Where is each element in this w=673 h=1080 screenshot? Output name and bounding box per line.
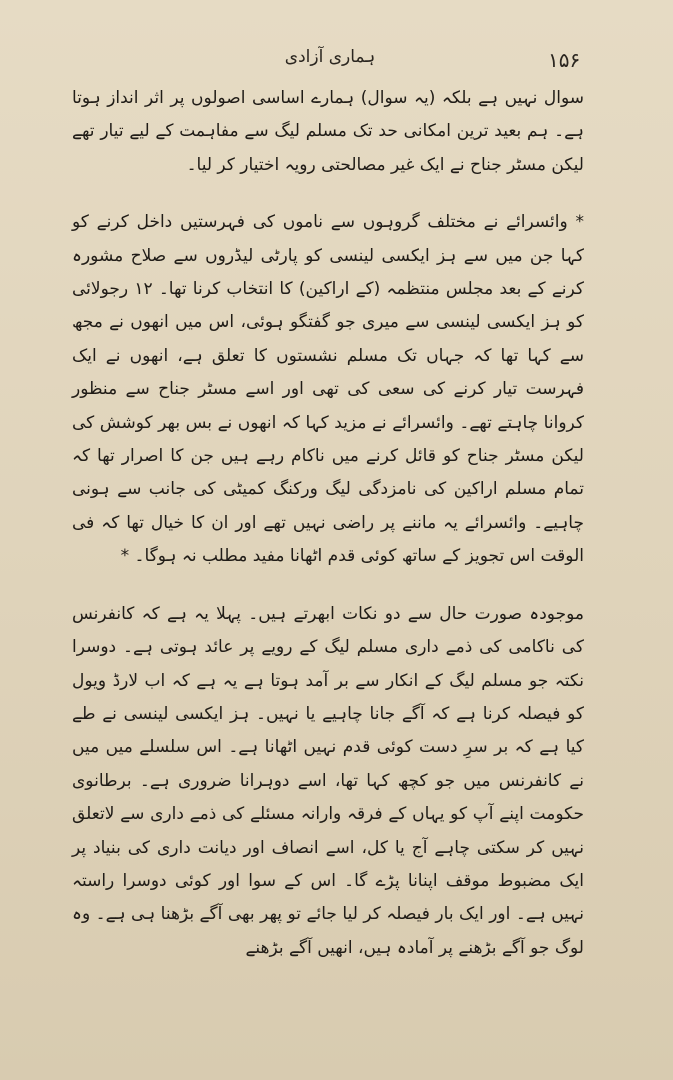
page-header [0,44,673,74]
paragraph-gap [72,182,584,206]
body-text [72,82,584,965]
paragraph-2: * وائسرائے نے مختلف گروہوں سے ناموں کی فہرستیں داخل کرنے کو کہا جن میں سے ہز ایکسی لینسی کو پارٹی لیڈروں سے صلاح مشورہ کرنے کے بعد مجلس منتظمہ (کے اراکین) کا انتخاب کرنا تھا۔ ۱۲ رجولائی کو ہز ایکسی لینسی سے میری جو گفتگو ہوئی، اس میں انھوں نے مجھ سے کہا تھا کہ جہاں تک مسلم نشستوں کا تعلق ہے، انھوں نے ایک فہرست تیار کرنے کی سعی کی تھی اور اسے مسٹر جناح سے منظور کروانا چاہتے تھے۔ وائسرائے نے مزید کہا کہ انھوں نے بس بھر کوشش کی لیکن مسٹر جناح کو قائل کرنے میں ناکام رہے ہیں جن کا اصرار تھا کہ تمام مسلم اراکین کی نامزدگی لیگ ورکنگ کمیٹی کی جانب سے ہونی چاہیے۔ وائسرائے یہ ماننے پر راضی نہیں تھے اور ان کا خیال تھا کہ فی الوقت اس تجویز کے ساتھ کوئی قدم اٹھانا مفید مطلب نہ ہوگا۔ * [72,212,584,567]
running-title: ہماری آزادی [284,47,376,67]
page-number: ۱۵۶ [548,48,581,72]
paragraph-gap [72,574,584,598]
paragraph-3: موجودہ صورت حال سے دو نکات ابھرتے ہیں۔ پہلا یہ ہے کہ کانفرنس کی ناکامی کی ذمے داری مسلم لیگ کے رویے پر عائد ہوتی ہے۔ دوسرا نکتہ جو مسلم لیگ کے انکار سے بر آمد ہوتا ہے یہ ہے کہ اب لارڈ ویول کو فیصلہ کرنا ہے کہ آگے جانا چاہیے یا نہیں۔ ہز ایکسی لینسی نے طے کیا ہے کہ بر سرِ دست کوئی قدم نہیں اٹھانا ہے۔ اس سلسلے میں میں نے کانفرنس میں جو کچھ کہا تھا، اسے دوہرانا ضروری ہے۔ برطانوی حکومت اپنے آپ کو یہاں کے فرقہ وارانہ مسئلے کی ذمے داری سے لاتعلق نہیں کر سکتی چاہے آج یا کل، اسے انصاف اور دیانت داری کی بنیاد پر ایک مضبوط موقف اپنانا پڑے گا۔ اس کے سوا اور کوئی دوسرا راستہ نہیں ہے۔ اور ایک بار فیصلہ کر لیا جائے تو پھر بھی آگے بڑھنا ہی ہے۔ وہ لوگ جو آگے بڑھنے پر آمادہ ہیں، انھیں آگے بڑھنے [72,603,584,958]
paragraph-1: سوال نہیں ہے بلکہ (یہ سوال) ہمارے اساسی اصولوں پر اثر انداز ہوتا ہے۔ ہم بعید ترین امکانی حد تک مسلم لیگ سے مفاہمت کے لیے تیار تھے لیکن مسٹر جناح نے ایک غیر مصالحتی رویہ اختیار کر لیا۔ [72,88,584,175]
